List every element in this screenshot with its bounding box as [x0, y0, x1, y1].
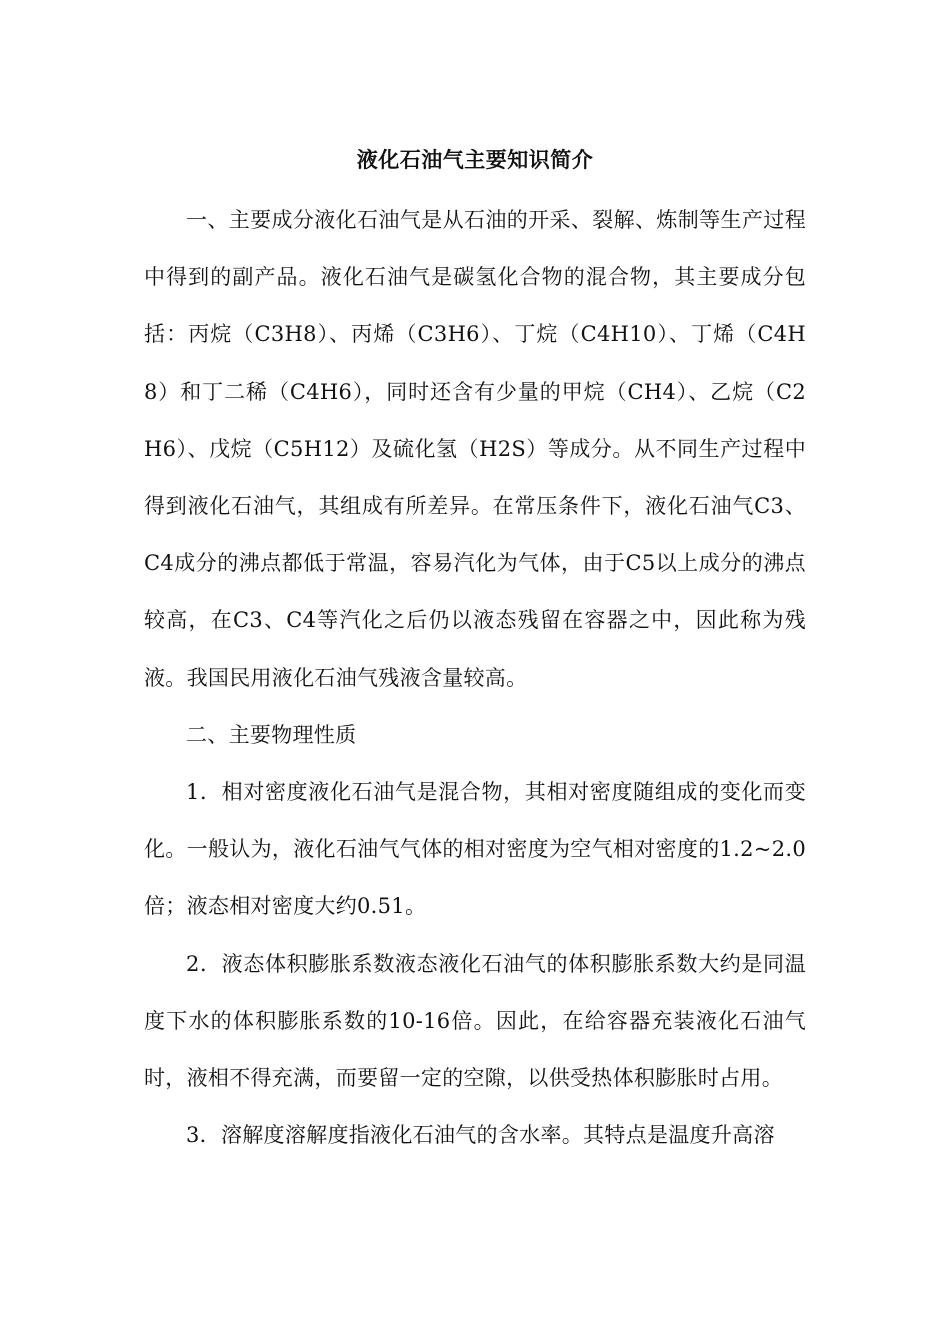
document-title: 液化石油气主要知识简介 — [356, 147, 594, 172]
paragraph-solubility: 3．溶解度溶解度指液化石油气的含水率。其特点是温度升高溶 — [186, 1123, 775, 1148]
paragraph-main-components: 一、主要成分液化石油气是从石油的开采、裂解、炼制等生产过程中得到的副产品。液化石油气是碳氢化合物的混合物，其主要成分包括：丙烷（C3H8）、丙烯（C3H6）、丁烷（C4H10）、丁烯（C4H8）和丁二稀（C4H6），同时还含有少量的甲烷（CH4）、乙烷（C2H6）、戊烷（C5H12）及硫化氢（H2S）等成分。从不同生产过程中得到液化石油气，其组成有所差异。在常压条件下，液化石油气C3、C4成分的沸点都低于常温，容易汽化为气体，由于C5以上成分的沸点较高，在C3、C4等汽化之后仍以液态残留在容器之中，因此称为残液。我国民用液化石油气残液含量较高。 — [144, 208, 806, 690]
paragraph-relative-density: 1．相对密度液化石油气是混合物，其相对密度随组成的变化而变化。一般认为，液化石油气气体的相对密度为空气相对密度的1.2~2.0倍；液态相对密度大约0.51。 — [144, 780, 806, 919]
heading-physical-properties: 二、主要物理性质 — [186, 722, 357, 747]
paragraph-volume-expansion: 2．液态体积膨胀系数液态液化石油气的体积膨胀系数大约是同温度下水的体积膨胀系数的10-16倍。因此，在给容器充装液化石油气时，液相不得充满，而要留一定的空隙，以供受热体积膨胀时占用。 — [144, 951, 806, 1091]
document-body — [144, 146, 806, 1164]
